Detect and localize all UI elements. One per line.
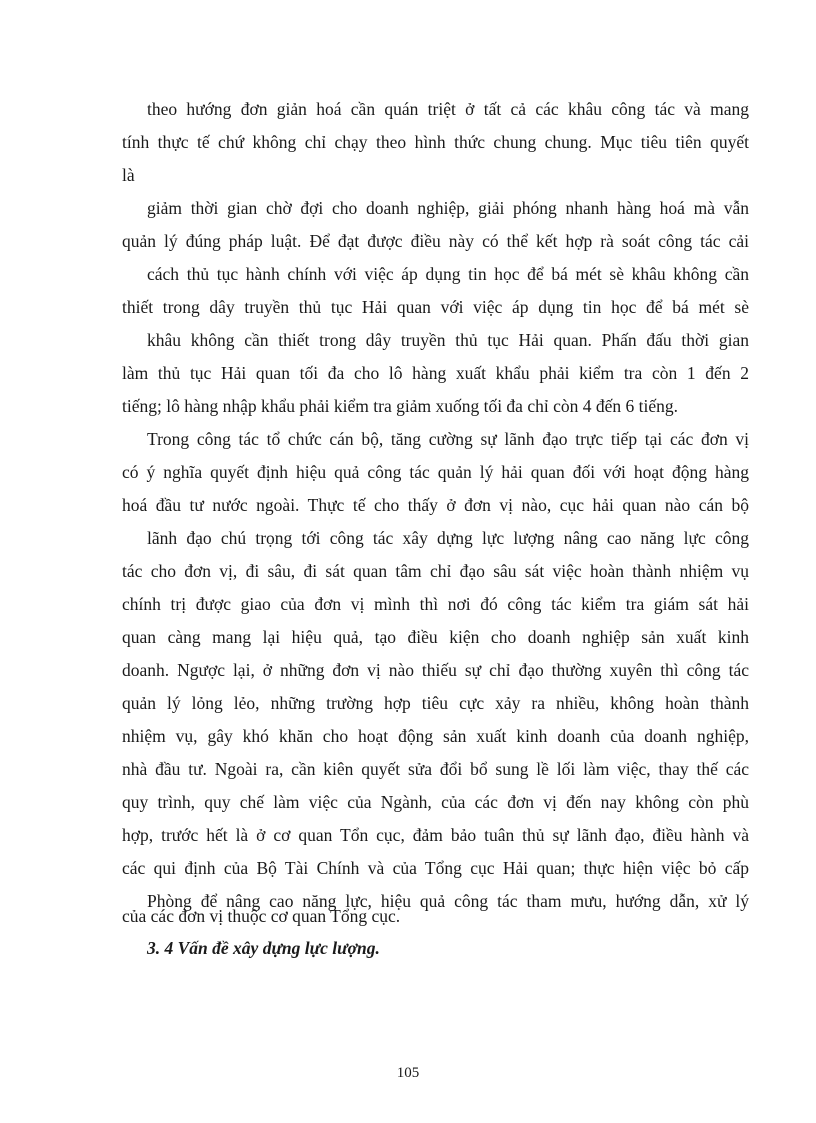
text-line: quan càng mang lại hiệu quả, tạo điều kiện cho doanh nghiệp sản xuất kinh: [122, 627, 749, 647]
text-line: của các đơn vị thuộc cơ quan Tổng cục.: [122, 906, 401, 926]
text-line: quản lý đúng pháp luật. Để đạt được điều này có thể kết hợp rà soát công tác cải: [122, 231, 749, 251]
text-line: nhiệm vụ, gây khó khăn cho hoạt động sản xuất kinh doanh của doanh nghiệp,: [122, 726, 749, 746]
text-line: lãnh đạo chú trọng tới công tác xây dựng lực lượng nâng cao năng lực công: [147, 528, 749, 548]
text-line: khâu không cần thiết trong dây truyền thủ tục Hải quan. Phấn đấu thời gian: [147, 330, 749, 350]
text-line: quy trình, quy chế làm việc của Ngành, của các đơn vị đến nay không còn phù: [122, 792, 749, 812]
text-line: cách thủ tục hành chính với việc áp dụng tin học để bá mét sè khâu không cần: [147, 264, 749, 284]
text-line: hoá đầu tư nước ngoài. Thực tế cho thấy ở đơn vị nào, cục hải quan nào cán bộ: [122, 495, 749, 515]
section-heading: 3. 4 Vấn đề xây dựng lực lượng.: [147, 938, 380, 958]
text-line: có ý nghĩa quyết định hiệu quả công tác quản lý hải quan đối với hoạt động hàng: [122, 462, 749, 482]
text-line: quản lý lỏng lẻo, những trường hợp tiêu cực xảy ra nhiều, không hoàn thành: [122, 693, 749, 713]
text-line: Trong công tác tổ chức cán bộ, tăng cường sự lãnh đạo trực tiếp tại các đơn vị: [147, 429, 749, 449]
text-line: tính thực tế chứ không chỉ chạy theo hình thức chung chung. Mục tiêu tiên quyết: [122, 132, 749, 152]
text-line: là: [122, 165, 135, 185]
text-line: thiết trong dây truyền thủ tục Hải quan với việc áp dụng tin học để bá mét sè: [122, 297, 749, 317]
text-line: chính trị được giao của đơn vị mình thì nơi đó công tác kiểm tra giám sát hải: [122, 594, 749, 614]
text-line: các qui định của Bộ Tài Chính và của Tổng cục Hải quan; thực hiện việc bỏ cấp: [122, 858, 749, 878]
text-line: Phòng để nâng cao năng lực, hiệu quả công tác tham mưu, hướng dẫn, xử lý: [147, 891, 749, 911]
text-line: theo hướng đơn giản hoá cần quán triệt ở tất cả các khâu công tác và mang: [147, 99, 749, 119]
text-line: doanh. Ngược lại, ở những đơn vị nào thiếu sự chỉ đạo thường xuyên thì công tác: [122, 660, 749, 680]
text-line: tiếng; lô hàng nhập khẩu phải kiểm tra giảm xuống tối đa chỉ còn 4 đến 6 tiếng.: [122, 396, 678, 416]
text-line: nhà đầu tư. Ngoài ra, cần kiên quyết sửa đổi bổ sung lề lối làm việc, thay thế các: [122, 759, 749, 779]
text-line: tác cho đơn vị, đi sâu, đi sát quan tâm chỉ đạo sâu sát việc hoàn thành nhiệm vụ: [122, 561, 749, 581]
text-line: hợp, trước hết là ở cơ quan Tổn cục, đảm bảo tuân thủ sự lãnh đạo, điều hành và: [122, 825, 749, 845]
page-number: 105: [396, 1065, 420, 1081]
text-line: làm thủ tục Hải quan tối đa cho lô hàng xuất khẩu phải kiểm tra còn 1 đến 2: [122, 363, 749, 383]
text-line: giảm thời gian chờ đợi cho doanh nghiệp, giải phóng nhanh hàng hoá mà vẫn: [147, 198, 749, 218]
